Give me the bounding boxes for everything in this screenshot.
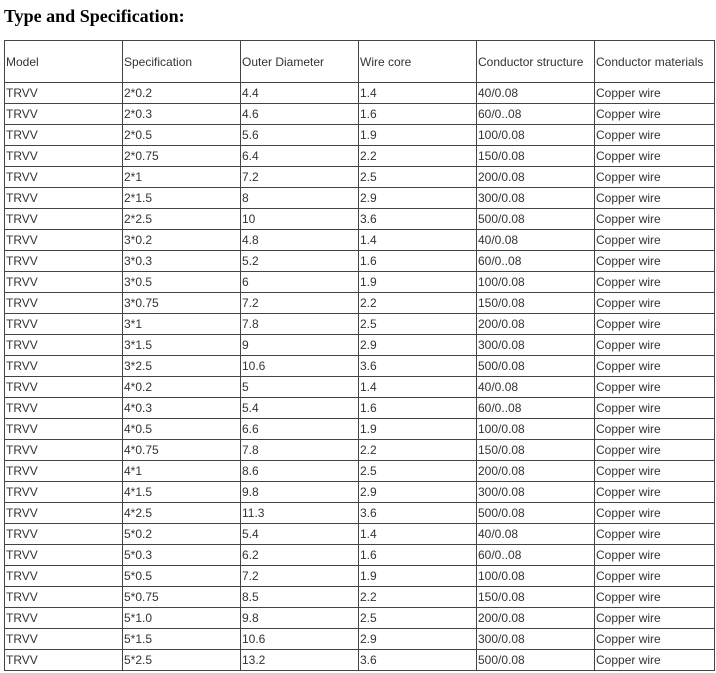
cell-specification: 3*1.5: [123, 335, 241, 356]
cell-conductor-structure: 500/0.08: [477, 356, 595, 377]
cell-conductor-materials: Copper wire: [595, 125, 715, 146]
cell-outer-diameter: 7.8: [241, 314, 359, 335]
cell-outer-diameter: 6.2: [241, 545, 359, 566]
cell-wire-core: 2.5: [359, 461, 477, 482]
cell-wire-core: 2.2: [359, 440, 477, 461]
cell-model: TRVV: [5, 566, 123, 587]
cell-specification: 3*1: [123, 314, 241, 335]
cell-specification: 5*0.2: [123, 524, 241, 545]
cell-model: TRVV: [5, 293, 123, 314]
cell-wire-core: 2.5: [359, 167, 477, 188]
cell-outer-diameter: 7.2: [241, 293, 359, 314]
cell-conductor-structure: 500/0.08: [477, 650, 595, 671]
column-header-conductor-structure: Conductor structure: [477, 41, 595, 83]
cell-outer-diameter: 5.2: [241, 251, 359, 272]
table-row: [5, 314, 715, 335]
table-row: [5, 566, 715, 587]
table-row: [5, 419, 715, 440]
cell-outer-diameter: 7.2: [241, 566, 359, 587]
cell-outer-diameter: 8.6: [241, 461, 359, 482]
cell-model: TRVV: [5, 419, 123, 440]
cell-conductor-materials: Copper wire: [595, 146, 715, 167]
cell-outer-diameter: 9.8: [241, 608, 359, 629]
cell-conductor-structure: 40/0.08: [477, 230, 595, 251]
cell-conductor-structure: 200/0.08: [477, 167, 595, 188]
cell-model: TRVV: [5, 503, 123, 524]
cell-conductor-structure: 60/0..08: [477, 545, 595, 566]
cell-conductor-materials: Copper wire: [595, 230, 715, 251]
cell-conductor-structure: 100/0.08: [477, 566, 595, 587]
cell-model: TRVV: [5, 209, 123, 230]
cell-wire-core: 2.5: [359, 608, 477, 629]
cell-conductor-structure: 150/0.08: [477, 146, 595, 167]
cell-conductor-materials: Copper wire: [595, 587, 715, 608]
cell-conductor-materials: Copper wire: [595, 524, 715, 545]
column-header-outer-diameter: Outer Diameter: [241, 41, 359, 83]
cell-outer-diameter: 10.6: [241, 629, 359, 650]
cell-conductor-structure: 60/0..08: [477, 104, 595, 125]
column-header-wire-core: Wire core: [359, 41, 477, 83]
table-row: [5, 398, 715, 419]
table-body: [5, 83, 715, 671]
cell-outer-diameter: 4.6: [241, 104, 359, 125]
table-row: [5, 104, 715, 125]
cell-specification: 5*0.3: [123, 545, 241, 566]
cell-conductor-structure: 60/0..08: [477, 251, 595, 272]
cell-conductor-materials: Copper wire: [595, 419, 715, 440]
cell-model: TRVV: [5, 356, 123, 377]
cell-conductor-materials: Copper wire: [595, 650, 715, 671]
cell-outer-diameter: 7.8: [241, 440, 359, 461]
cell-wire-core: 3.6: [359, 503, 477, 524]
cell-specification: 4*0.2: [123, 377, 241, 398]
cell-conductor-structure: 300/0.08: [477, 188, 595, 209]
cell-conductor-materials: Copper wire: [595, 83, 715, 104]
table-row: [5, 608, 715, 629]
cell-model: TRVV: [5, 608, 123, 629]
cell-conductor-structure: 200/0.08: [477, 314, 595, 335]
cell-specification: 4*0.3: [123, 398, 241, 419]
cell-conductor-structure: 150/0.08: [477, 293, 595, 314]
cell-specification: 2*0.2: [123, 83, 241, 104]
cell-model: TRVV: [5, 377, 123, 398]
cell-model: TRVV: [5, 272, 123, 293]
table-row: [5, 230, 715, 251]
cell-outer-diameter: 9: [241, 335, 359, 356]
cell-outer-diameter: 11.3: [241, 503, 359, 524]
cell-wire-core: 1.4: [359, 83, 477, 104]
cell-model: TRVV: [5, 650, 123, 671]
cell-conductor-materials: Copper wire: [595, 209, 715, 230]
cell-model: TRVV: [5, 230, 123, 251]
cell-conductor-materials: Copper wire: [595, 314, 715, 335]
cell-outer-diameter: 6.4: [241, 146, 359, 167]
table-row: [5, 83, 715, 104]
cell-specification: 4*2.5: [123, 503, 241, 524]
cell-model: TRVV: [5, 398, 123, 419]
table-row: [5, 629, 715, 650]
cell-conductor-materials: Copper wire: [595, 335, 715, 356]
cell-specification: 3*0.3: [123, 251, 241, 272]
cell-wire-core: 1.6: [359, 251, 477, 272]
table-row: [5, 503, 715, 524]
cell-conductor-structure: 40/0.08: [477, 524, 595, 545]
cell-conductor-materials: Copper wire: [595, 566, 715, 587]
cell-wire-core: 1.6: [359, 104, 477, 125]
table-row: [5, 335, 715, 356]
cell-outer-diameter: 5: [241, 377, 359, 398]
table-row: [5, 461, 715, 482]
cell-specification: 4*1.5: [123, 482, 241, 503]
cell-specification: 2*1: [123, 167, 241, 188]
table-row: [5, 125, 715, 146]
table-row: [5, 377, 715, 398]
table-row: [5, 272, 715, 293]
table-row: [5, 146, 715, 167]
cell-model: TRVV: [5, 335, 123, 356]
cell-specification: 5*0.5: [123, 566, 241, 587]
cell-specification: 3*0.75: [123, 293, 241, 314]
column-header-specification: Specification: [123, 41, 241, 83]
cell-model: TRVV: [5, 440, 123, 461]
cell-wire-core: 2.2: [359, 587, 477, 608]
cell-model: TRVV: [5, 545, 123, 566]
cell-outer-diameter: 4.8: [241, 230, 359, 251]
cell-model: TRVV: [5, 482, 123, 503]
cell-model: TRVV: [5, 314, 123, 335]
cell-model: TRVV: [5, 629, 123, 650]
cell-outer-diameter: 13.2: [241, 650, 359, 671]
cell-model: TRVV: [5, 146, 123, 167]
cell-wire-core: 3.6: [359, 356, 477, 377]
cell-conductor-structure: 100/0.08: [477, 125, 595, 146]
cell-conductor-structure: 40/0.08: [477, 83, 595, 104]
cell-outer-diameter: 6: [241, 272, 359, 293]
cell-specification: 3*0.2: [123, 230, 241, 251]
cell-specification: 2*2.5: [123, 209, 241, 230]
cell-wire-core: 2.2: [359, 293, 477, 314]
cell-specification: 4*1: [123, 461, 241, 482]
cell-wire-core: 1.9: [359, 566, 477, 587]
cell-outer-diameter: 8: [241, 188, 359, 209]
specification-table: [4, 40, 715, 671]
cell-conductor-materials: Copper wire: [595, 482, 715, 503]
cell-conductor-materials: Copper wire: [595, 104, 715, 125]
cell-model: TRVV: [5, 524, 123, 545]
cell-model: TRVV: [5, 461, 123, 482]
cell-wire-core: 3.6: [359, 650, 477, 671]
cell-model: TRVV: [5, 251, 123, 272]
cell-conductor-structure: 300/0.08: [477, 482, 595, 503]
cell-conductor-structure: 200/0.08: [477, 608, 595, 629]
cell-outer-diameter: 5.4: [241, 398, 359, 419]
cell-model: TRVV: [5, 587, 123, 608]
cell-wire-core: 2.2: [359, 146, 477, 167]
table-row: [5, 482, 715, 503]
cell-wire-core: 1.6: [359, 398, 477, 419]
cell-specification: 2*1.5: [123, 188, 241, 209]
cell-conductor-structure: 200/0.08: [477, 461, 595, 482]
cell-wire-core: 1.6: [359, 545, 477, 566]
cell-wire-core: 2.9: [359, 188, 477, 209]
cell-conductor-materials: Copper wire: [595, 251, 715, 272]
cell-outer-diameter: 9.8: [241, 482, 359, 503]
cell-conductor-structure: 500/0.08: [477, 503, 595, 524]
cell-wire-core: 1.4: [359, 377, 477, 398]
cell-conductor-structure: 150/0.08: [477, 587, 595, 608]
table-row: [5, 587, 715, 608]
cell-wire-core: 2.9: [359, 482, 477, 503]
cell-model: TRVV: [5, 125, 123, 146]
cell-conductor-materials: Copper wire: [595, 440, 715, 461]
cell-conductor-materials: Copper wire: [595, 608, 715, 629]
cell-conductor-structure: 60/0..08: [477, 398, 595, 419]
cell-conductor-structure: 100/0.08: [477, 272, 595, 293]
cell-specification: 4*0.75: [123, 440, 241, 461]
cell-conductor-materials: Copper wire: [595, 629, 715, 650]
cell-wire-core: 1.4: [359, 524, 477, 545]
cell-conductor-structure: 40/0.08: [477, 377, 595, 398]
table-row: [5, 650, 715, 671]
cell-specification: 2*0.3: [123, 104, 241, 125]
cell-specification: 2*0.75: [123, 146, 241, 167]
cell-conductor-materials: Copper wire: [595, 167, 715, 188]
cell-conductor-materials: Copper wire: [595, 356, 715, 377]
cell-model: TRVV: [5, 167, 123, 188]
cell-outer-diameter: 8.5: [241, 587, 359, 608]
column-header-conductor-materials: Conductor materials: [595, 41, 715, 83]
cell-specification: 5*1.5: [123, 629, 241, 650]
cell-specification: 5*1.0: [123, 608, 241, 629]
cell-outer-diameter: 5.6: [241, 125, 359, 146]
cell-wire-core: 1.9: [359, 125, 477, 146]
cell-wire-core: 2.9: [359, 335, 477, 356]
cell-wire-core: 2.9: [359, 629, 477, 650]
cell-specification: 3*2.5: [123, 356, 241, 377]
cell-model: TRVV: [5, 83, 123, 104]
cell-model: TRVV: [5, 104, 123, 125]
cell-wire-core: 1.4: [359, 230, 477, 251]
header-row: [5, 41, 715, 83]
cell-conductor-structure: 500/0.08: [477, 209, 595, 230]
cell-conductor-structure: 150/0.08: [477, 440, 595, 461]
table-row: [5, 356, 715, 377]
table-header: [5, 41, 715, 83]
cell-conductor-materials: Copper wire: [595, 461, 715, 482]
table-row: [5, 440, 715, 461]
cell-wire-core: 2.5: [359, 314, 477, 335]
cell-outer-diameter: 5.4: [241, 524, 359, 545]
cell-specification: 5*2.5: [123, 650, 241, 671]
cell-conductor-materials: Copper wire: [595, 545, 715, 566]
cell-outer-diameter: 10: [241, 209, 359, 230]
cell-specification: 2*0.5: [123, 125, 241, 146]
cell-conductor-materials: Copper wire: [595, 377, 715, 398]
cell-conductor-structure: 300/0.08: [477, 629, 595, 650]
table-row: [5, 167, 715, 188]
cell-wire-core: 3.6: [359, 209, 477, 230]
cell-conductor-materials: Copper wire: [595, 188, 715, 209]
column-header-model: Model: [5, 41, 123, 83]
table-row: [5, 188, 715, 209]
cell-outer-diameter: 7.2: [241, 167, 359, 188]
table-row: [5, 293, 715, 314]
table-row: [5, 545, 715, 566]
cell-conductor-structure: 100/0.08: [477, 419, 595, 440]
cell-outer-diameter: 10.6: [241, 356, 359, 377]
cell-wire-core: 1.9: [359, 272, 477, 293]
cell-conductor-materials: Copper wire: [595, 272, 715, 293]
cell-conductor-materials: Copper wire: [595, 398, 715, 419]
cell-specification: 4*0.5: [123, 419, 241, 440]
cell-wire-core: 1.9: [359, 419, 477, 440]
cell-specification: 3*0.5: [123, 272, 241, 293]
table-row: [5, 251, 715, 272]
cell-outer-diameter: 6.6: [241, 419, 359, 440]
cell-model: TRVV: [5, 188, 123, 209]
cell-outer-diameter: 4.4: [241, 83, 359, 104]
cell-specification: 5*0.75: [123, 587, 241, 608]
cell-conductor-structure: 300/0.08: [477, 335, 595, 356]
cell-conductor-materials: Copper wire: [595, 503, 715, 524]
table-row: [5, 209, 715, 230]
cell-conductor-materials: Copper wire: [595, 293, 715, 314]
table-row: [5, 524, 715, 545]
page-title: Type and Specification:: [4, 6, 185, 26]
